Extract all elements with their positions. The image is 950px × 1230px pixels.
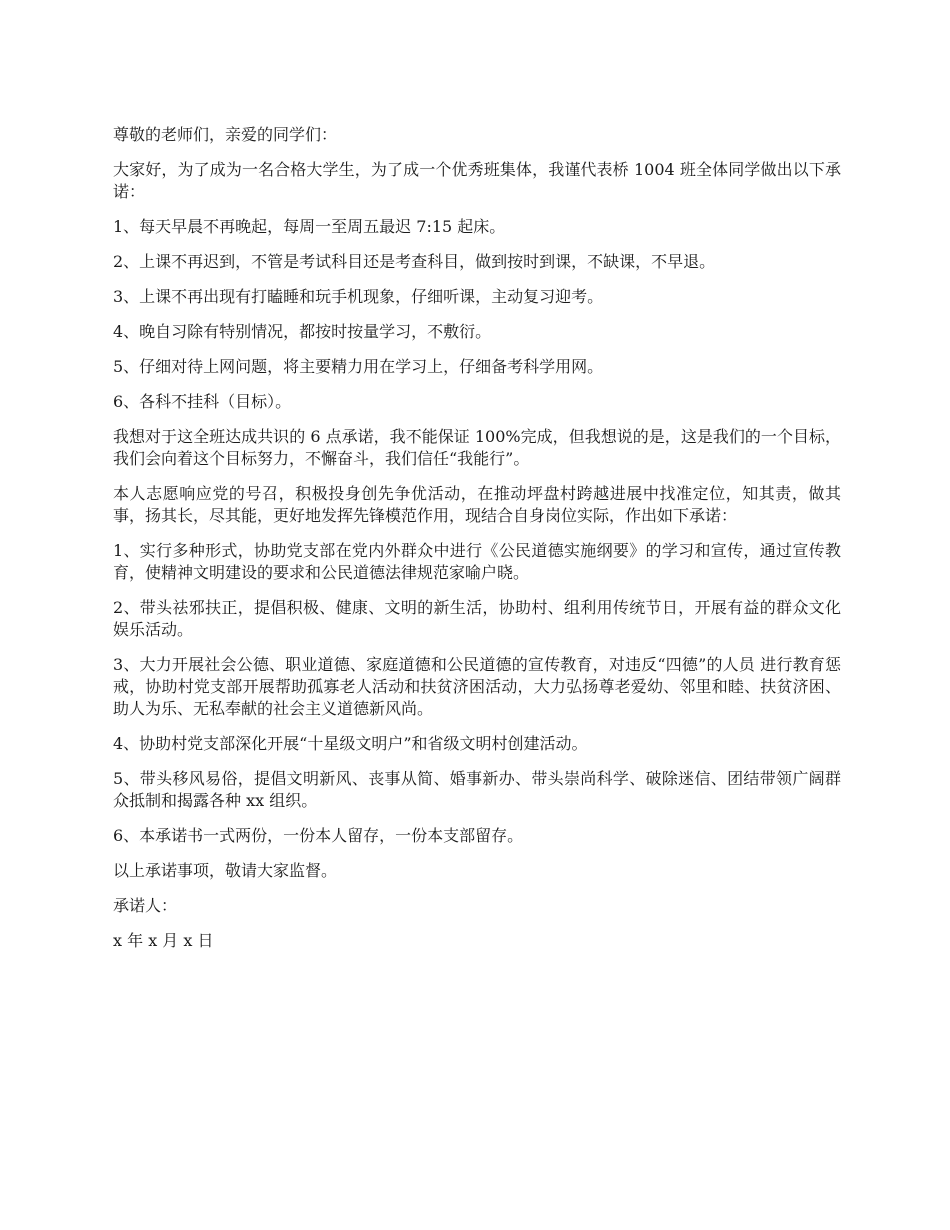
party-pledge-item-4: 4、协助村党支部深化开展“十星级文明户”和省级文明村创建活动。 [113, 734, 588, 753]
class-pledge-item-4: 4、晚自习除有特别情况，都按时按量学习，不敷衍。 [113, 322, 492, 341]
party-pledge-item-1: 1、实行多种形式，协助党支部在党内外群众中进行《公民道德实施纲要》的学习和宣传，通过宣传教育，使精神文明建设的要求和公民道德法律规范家喻户晓。 [113, 541, 841, 582]
class-pledge-summary: 我想对于这全班达成共识的 6 点承诺，我不能保证 100%完成，但我想说的是，这是我们的一个目标，我们会向着这个目标努力，不懈奋斗，我们信任“我能行”。 [113, 427, 841, 468]
party-pledge-item-6: 6、本承诺书一式两份，一份本人留存，一份本支部留存。 [113, 826, 524, 845]
document-body [113, 124, 841, 965]
party-pledge-intro: 本人志愿响应党的号召，积极投身创先争优活动，在推动坪盘村跨越进展中找准定位，知其责，做其事，扬其长，尽其能，更好地发挥先锋模范作用，现结合自身岗位实际，作出如下承诺： [113, 484, 841, 525]
closing-statement: 以上承诺事项，敬请大家监督。 [113, 861, 338, 880]
class-pledge-item-3: 3、上课不再出现有打瞌睡和玩手机现象，仔细听课，主动复习迎考。 [113, 287, 604, 306]
class-pledge-item-6: 6、各科不挂科（目标）。 [113, 392, 292, 411]
class-pledge-item-2: 2、上课不再迟到，不管是考试科目还是考查科目，做到按时到课，不缺课，不早退。 [113, 252, 716, 271]
intro-paragraph: 大家好，为了成为一名合格大学生，为了成一个优秀班集体，我谨代表桥 1004 班全体同学做出以下承诺： [113, 160, 841, 201]
party-pledge-item-3: 3、大力开展社会公德、职业道德、家庭道德和公民道德的宣传教育，对违反“四德”的人员 进行教育惩戒，协助村党支部开展帮助孤寡老人活动和扶贫济困活动，大力弘扬尊老爱幼、邻里和睦、扶贫济困、助人为乐、无私奉献的社会主义道德新风尚。 [113, 655, 841, 718]
class-pledge-item-5: 5、仔细对待上网问题，将主要精力用在学习上，仔细备考科学用网。 [113, 357, 604, 376]
party-pledge-item-2: 2、带头祛邪扶正，提倡积极、健康、文明的新生活，协助村、组利用传统节日，开展有益的群众文化娱乐活动。 [113, 598, 841, 639]
greeting: 尊敬的老师们，亲爱的同学们： [113, 125, 338, 144]
party-pledge-item-5: 5、带头移风易俗，提倡文明新风、丧事从简、婚事新办、带头崇尚科学、破除迷信、团结带领广阔群众抵制和揭露各种 xx 组织。 [113, 769, 841, 810]
class-pledge-item-1: 1、每天早晨不再晚起，每周一至周五最迟 7:15 起床。 [113, 217, 506, 236]
date-line: x 年 x 月 x 日 [113, 931, 214, 950]
signer-label: 承诺人： [113, 896, 178, 915]
